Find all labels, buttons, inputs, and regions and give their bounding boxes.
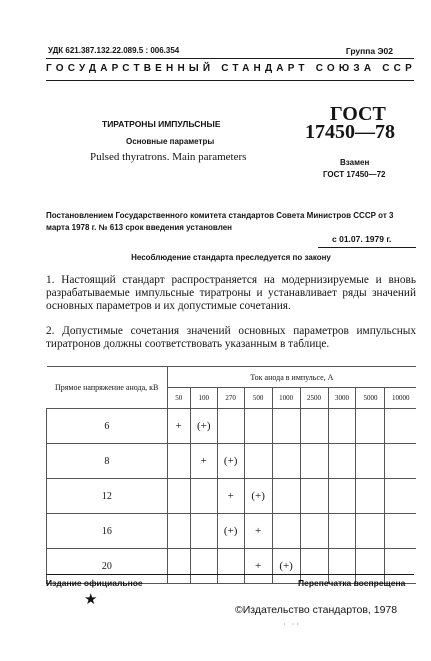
table-row — [47, 409, 417, 444]
table-row — [47, 444, 417, 479]
table-cell: (+) — [272, 549, 300, 584]
table-cell: (+) — [244, 479, 272, 514]
table-cell — [385, 409, 416, 444]
table-cell — [167, 549, 190, 584]
table-cell — [300, 409, 328, 444]
document-subtitle: Основные параметры — [126, 137, 215, 146]
voltage-cell: 8 — [47, 444, 168, 479]
replaces-label: Взамен — [340, 158, 370, 167]
table-row — [47, 514, 417, 549]
current-header: 270 — [217, 388, 244, 409]
table-cell — [217, 409, 244, 444]
document-title: ТИРАТРОНЫ ИМПУЛЬСНЫЕ — [102, 119, 221, 129]
star-icon: ★ — [84, 592, 98, 608]
group-code: Группа Э02 — [345, 46, 393, 56]
table-cell: (+) — [190, 409, 217, 444]
table-cell — [190, 549, 217, 584]
table-cell: + — [217, 479, 244, 514]
table-cell — [272, 444, 300, 479]
table-cell — [167, 444, 190, 479]
table-cell — [272, 479, 300, 514]
current-header: 50 — [167, 388, 190, 409]
gost-label: ГОСТ — [330, 103, 386, 125]
reprint-notice: Перепечатка воспрещена — [298, 578, 406, 588]
table-cell: (+) — [217, 514, 244, 549]
table-cell — [300, 479, 328, 514]
table-cell — [190, 479, 217, 514]
row-header: Прямое напряжение анода, кВ — [47, 367, 168, 409]
table-cell: + — [167, 409, 190, 444]
table-cell — [300, 514, 328, 549]
parameters-table — [46, 366, 416, 584]
table-row — [47, 479, 417, 514]
decree-text: Постановлением Государственного комитета стандартов Совета Министров СССР от 3 марта 1978 г. № 613 срок введения установлен — [46, 211, 394, 232]
gost-number: 17450—78 — [305, 121, 395, 143]
voltage-cell: 12 — [47, 479, 168, 514]
voltage-cell: 6 — [47, 409, 168, 444]
table-cell — [356, 514, 385, 549]
effective-date: с 01.07. 1979 г. — [332, 234, 392, 244]
current-header: 3000 — [328, 388, 356, 409]
table-cell — [328, 409, 356, 444]
english-title: Pulsed thyratrons. Main parameters — [90, 151, 247, 163]
current-header: 2500 — [300, 388, 328, 409]
table-cell — [385, 514, 416, 549]
top-rule — [46, 58, 414, 59]
table-cell: + — [190, 444, 217, 479]
voltage-cell: 16 — [47, 514, 168, 549]
current-header: 1000 — [272, 388, 300, 409]
replaces-number: ГОСТ 17450—72 — [323, 170, 386, 179]
table-cell — [328, 514, 356, 549]
current-header: 100 — [190, 388, 217, 409]
copyright: ©Издательство стандартов, 1978 — [235, 604, 398, 616]
paragraph-2: 2. Допустимые сочетания значений основных параметров импульсных тиратронов должны соответствовать указанным в таблице. — [46, 325, 416, 350]
date-underline — [318, 247, 416, 248]
table-cell — [356, 409, 385, 444]
table-cell: + — [244, 549, 272, 584]
table-cell — [356, 479, 385, 514]
table-cell — [167, 479, 190, 514]
table-cell — [272, 514, 300, 549]
paragraph-1: 1. Настоящий стандарт распространяется на модернизируемые и вновь разрабатываемые импульсные тиратроны и устанавливает ряды значений основных параметров и их допустимые сочетания. — [46, 274, 416, 312]
table-cell — [244, 444, 272, 479]
column-group-header: Ток анода в импульсе, А — [167, 367, 416, 388]
table-cell — [328, 444, 356, 479]
print-specks: · ·· — [283, 620, 301, 629]
footer-rule — [46, 574, 414, 575]
voltage-cell: 20 — [47, 549, 168, 584]
current-header: 10000 — [385, 388, 416, 409]
table-cell — [167, 514, 190, 549]
table-cell — [244, 409, 272, 444]
table-cell: (+) — [217, 444, 244, 479]
header-rule — [46, 80, 414, 81]
current-header: 500 — [244, 388, 272, 409]
table-cell — [190, 514, 217, 549]
table-cell — [272, 409, 300, 444]
table-cell — [217, 549, 244, 584]
table-cell — [385, 479, 416, 514]
table-cell: + — [244, 514, 272, 549]
table-cell — [356, 444, 385, 479]
official-edition: Издание официальное — [46, 578, 143, 588]
state-standard-heading: ГОСУДАРСТВЕННЫЙ СТАНДАРТ СОЮЗА ССР — [46, 63, 416, 74]
table-cell — [300, 444, 328, 479]
udc-code: УДК 621.387.132.22.089.5 : 006.354 — [48, 46, 180, 55]
law-notice: Несоблюдение стандарта преследуется по закону — [131, 253, 331, 262]
current-header: 5000 — [356, 388, 385, 409]
table-cell — [328, 479, 356, 514]
table-cell — [385, 444, 416, 479]
